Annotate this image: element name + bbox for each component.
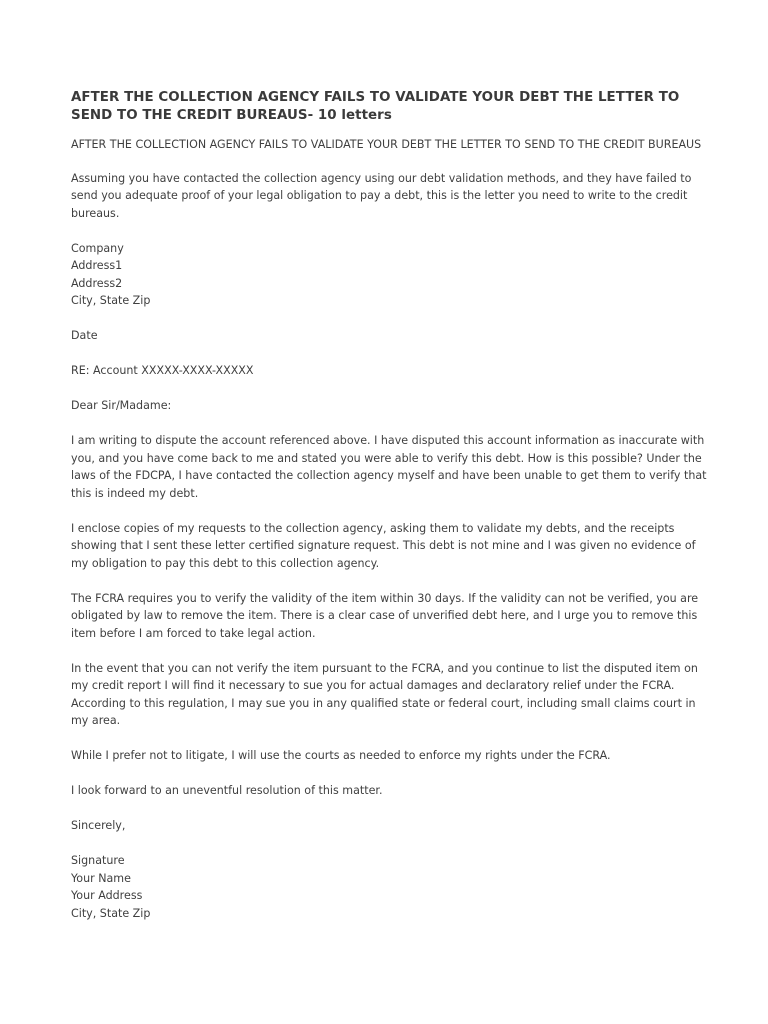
address-line-city: City, State Zip — [71, 294, 151, 307]
signature-line: Signature — [71, 854, 125, 867]
letter-date: Date — [71, 329, 98, 342]
document-title: AFTER THE COLLECTION AGENCY FAILS TO VALIDATE YOUR DEBT THE LETTER TO SEND TO THE CREDIT BUREAUS- 10 letters — [71, 90, 680, 123]
body-paragraph-litigation: While I prefer not to litigate, I will use the courts as needed to enforce my rights under the FCRA. — [71, 749, 611, 762]
sender-name-line: Your Name — [71, 871, 131, 885]
signature-block — [71, 852, 708, 922]
body-paragraph-enclosures: I enclose copies of my requests to the collection agency, asking them to validate my debts, and the receipts showing that I sent these letter certified signature request. This debt is not mine and I was given no evidence of my obligation to pay this debt to this collection agency. — [71, 521, 696, 570]
body-paragraph-fcra-requirement: The FCRA requires you to verify the validity of the item within 30 days. If the validity can not be verified, you are obligated by law to remove the item. There is a clear case of unverified debt here, and I urge you to remove this item before I am forced to take legal action. — [71, 591, 699, 640]
body-paragraph-legal-action: In the event that you can not verify the item pursuant to the FCRA, and you continue to list the disputed item on my credit report I will find it necessary to sue you for actual damages and declaratory relief under the FCRA. According to this regulation, I may sue you in any qualified state or federal court, including small claims court in my area. — [71, 661, 698, 727]
letter-salutation: Dear Sir/Madame: — [71, 399, 172, 412]
letter-re-line: RE: Account XXXXX-XXXX-XXXXX — [71, 364, 254, 377]
address-line-company: Company — [71, 241, 124, 255]
body-paragraph-dispute: I am writing to dispute the account referenced above. I have disputed this account information as inaccurate with you, and you have come back to me and stated you were able to verify this debt. How is this possible? Under the laws of the FDCPA, I have contacted the collection agency myself and have been unable to get them to verify that this is indeed my debt. — [71, 434, 707, 500]
document-subheading: AFTER THE COLLECTION AGENCY FAILS TO VALIDATE YOUR DEBT THE LETTER TO SEND TO THE CREDIT BUREAUS — [71, 138, 702, 151]
address-line-2: Address2 — [71, 276, 123, 290]
address-line-1: Address1 — [71, 259, 123, 272]
body-paragraph-resolution: I look forward to an uneventful resolution of this matter. — [71, 784, 383, 797]
recipient-address-block — [71, 240, 708, 310]
letter-closing: Sincerely, — [71, 819, 126, 832]
sender-city-line: City, State Zip — [71, 906, 151, 920]
intro-paragraph: Assuming you have contacted the collection agency using our debt validation methods, and they have failed to send you adequate proof of your legal obligation to pay a debt, this is the letter you need to write to the credit bureaus. — [71, 171, 692, 220]
sender-address-line: Your Address — [71, 889, 143, 902]
